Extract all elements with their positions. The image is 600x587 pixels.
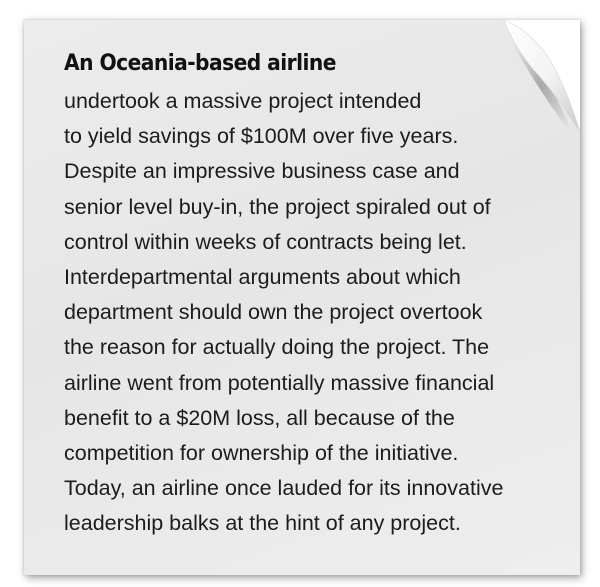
body-line: competition for ownership of the initiative. bbox=[64, 441, 459, 466]
body-line: Despite an impressive business case and bbox=[64, 159, 460, 184]
body-line: to yield savings of $100M over five years. bbox=[64, 124, 459, 149]
article-text bbox=[64, 50, 554, 542]
body-line: the reason for actually doing the project. The bbox=[64, 335, 490, 360]
body-line: leadership balks at the hint of any project. bbox=[64, 511, 461, 536]
body-line: undertook a massive project intended bbox=[64, 89, 422, 113]
body-line: airline went from potentially massive financial bbox=[64, 370, 495, 395]
body-line: senior level buy-in, the project spiraled out of bbox=[64, 194, 491, 219]
body-line: benefit to a $20M loss, all because of the bbox=[64, 405, 455, 430]
body-line: control within weeks of contracts being let. bbox=[64, 229, 467, 254]
body-line: department should own the project overtook bbox=[64, 300, 483, 325]
body-line: Interdepartmental arguments about which bbox=[64, 265, 461, 290]
card-heading: An Oceania-based airline bbox=[64, 51, 336, 76]
body-line: Today, an airline once lauded for its innovative bbox=[64, 476, 504, 501]
note-card bbox=[24, 20, 580, 575]
